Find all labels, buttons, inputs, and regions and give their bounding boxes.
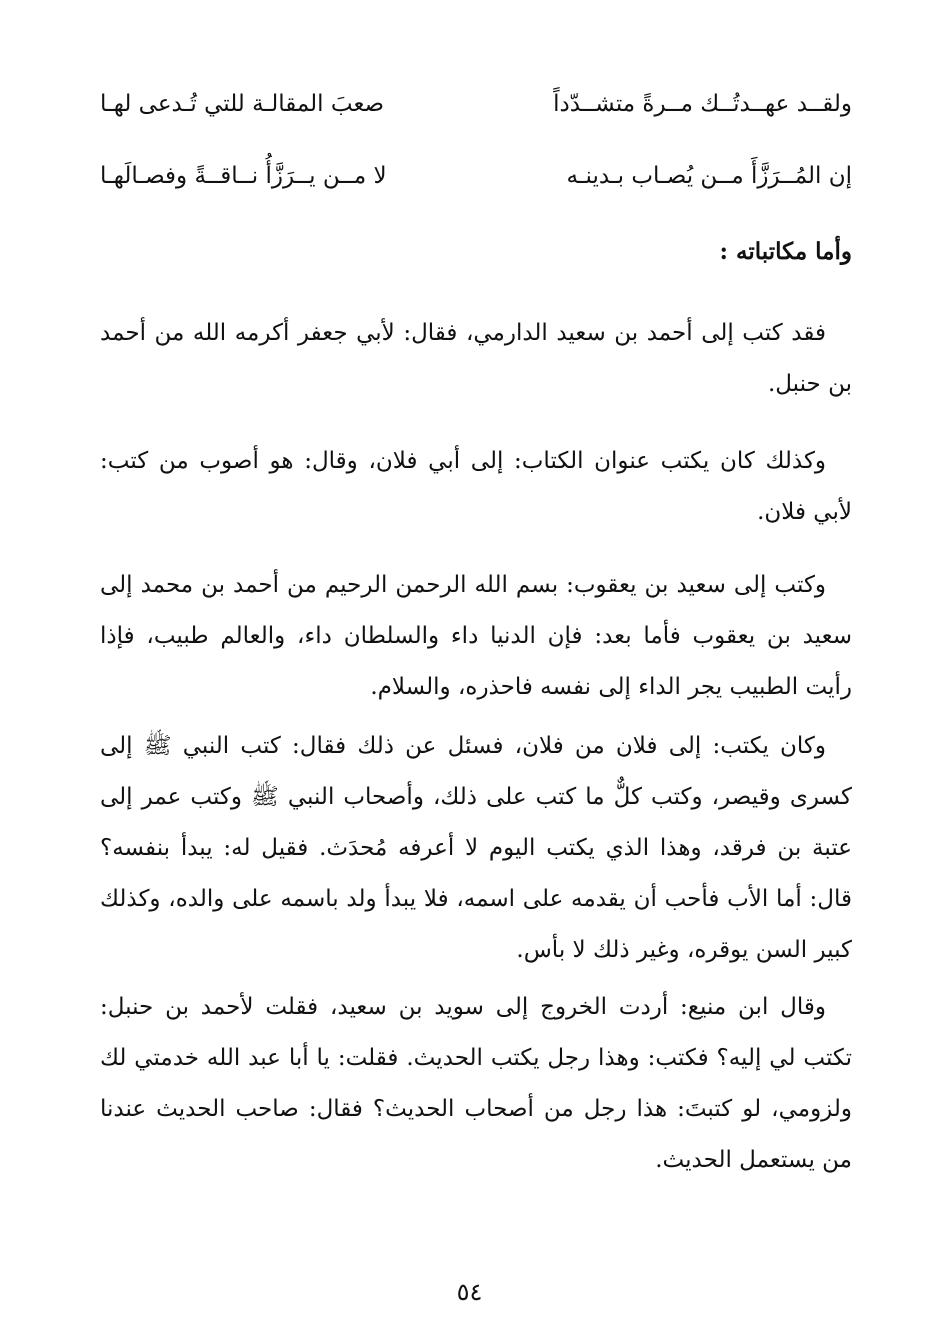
section-heading: وأما مكاتباته : xyxy=(719,238,852,265)
paragraph-2-text: وكذلك كان يكتب عنوان الكتاب: إلى أبي فلان، وقال: هو أصوب من كتب: لأبي فلان. xyxy=(100,448,852,525)
paragraph-1 xyxy=(100,308,852,410)
paragraph-2 xyxy=(100,436,852,538)
page-number: ٥٤ xyxy=(456,1278,483,1306)
poem-verse-2 xyxy=(100,156,852,196)
paragraph-5-text: وقال ابن منيع: أردت الخروج إلى سويد بن سعيد، فقلت لأحمد بن حنبل: تكتب لي إليه؟ فكتب: وهذا رجل يكتب الحديث. فقلت: يا أبا عبد الله خدمتي لك ولزومي، لو كتبتَ: هذا رجل من أصحاب الحديث؟ فقال: صاحب الحديث عندنا من يستعمل الحديث. xyxy=(100,994,852,1173)
poem-verse-1 xyxy=(100,84,852,124)
verse-2-first-hemistich: إن المُــرَزَّأَ مــن يُصـاب بـدينـه xyxy=(566,163,852,189)
verse-2-second-hemistich: لا مــن يــرَزَّأُ نــاقــةً وفصـالَهـا xyxy=(100,163,387,189)
paragraph-5 xyxy=(100,982,852,1186)
verse-1-second-hemistich: صعبَ المقالـة للتي تُـدعى لهـا xyxy=(100,91,385,117)
paragraph-3-text: وكتب إلى سعيد بن يعقوب: بسم الله الرحمن الرحيم من أحمد بن محمد إلى سعيد بن يعقوب فأما بعد: فإن الدنيا داء والسلطان داء، والعالم طبيب، فإذا رأيت الطبيب يجر الداء إلى نفسه فاحذره، والسلام. xyxy=(100,572,852,700)
paragraph-4 xyxy=(100,721,852,976)
paragraph-1-text: فقد كتب إلى أحمد بن سعيد الدارمي، فقال: لأبي جعفر أكرمه الله من أحمد بن حنبل. xyxy=(100,320,852,397)
verse-1-first-hemistich: ولقــد عهــدتُــك مــرةً متشــدّداً xyxy=(553,91,852,117)
paragraph-3 xyxy=(100,560,852,713)
paragraph-4-text: وكان يكتب: إلى فلان من فلان، فسئل عن ذلك فقال: كتب النبي ﷺ إلى كسرى وقيصر، وكتب كلٌّ ما كتب على ذلك، وأصحاب النبي ﷺ وكتب عمر إلى عتبة بن فرقد، وهذا الذي يكتب اليوم لا أعرفه مُحدَث. فقيل له: يبدأ بنفسه؟ قال: أما الأب فأحب أن يقدمه على اسمه، فلا يبدأ ولد باسمه على والده، وكذلك كبير السن يوقره، وغير ذلك لا بأس. xyxy=(100,733,852,963)
